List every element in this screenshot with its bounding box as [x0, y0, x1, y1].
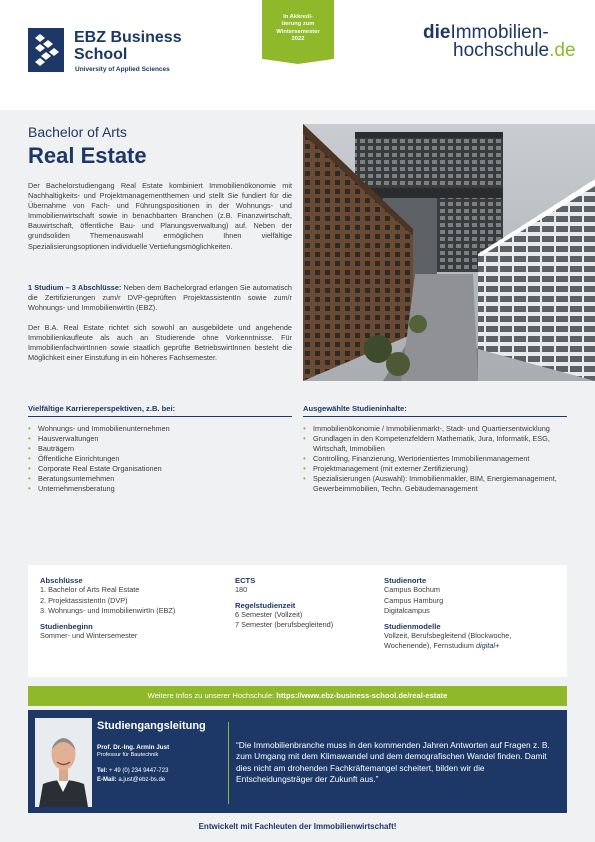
ebz-logo-icon [28, 28, 64, 72]
phone-label: Tel: [97, 768, 108, 774]
school-name-line1: EBZ Business [74, 29, 182, 46]
facts-location-item: Campus Hamburg [384, 595, 444, 605]
facts-models-line2 [384, 641, 564, 652]
portal-logo-tld: .de [549, 40, 576, 61]
school-subtitle: University of Applied Sciences [75, 66, 170, 73]
degrees-lead: 1 Studium – 3 Abschlüsse: [28, 283, 122, 292]
facts-location-item: Campus Bochum [384, 585, 440, 594]
director-quote: “Die Immobilienbranche muss in den kommenden Jahren Antworten auf Fragen z. B. zum Umgang mit dem Klimawandel und dem demografischen Wandel finden. Damit dies nicht am drohenden Fachkräftemangel scheitert, bilden wir die Entscheidungsträger der Zukunft aus.” [236, 740, 550, 784]
school-name-line2: School [74, 46, 128, 63]
degrees-paragraph [28, 283, 292, 313]
contents-list [303, 424, 567, 494]
contents-heading: Ausgewählte Studieninhalte: [303, 404, 407, 413]
facts-locations-heading: Studienorte [384, 576, 427, 585]
facts-models-heading: Studienmodelle [384, 621, 441, 631]
director-email [97, 777, 165, 783]
accr-line: 2022 [291, 35, 305, 42]
target-paragraph: Der B.A. Real Estate richtet sich sowohl an ausgebildete und angehende Immobilienkaufleute als auch an Studierende ohne Vorkenntnisse. Für ImmobilienfachwirtInnen sowie staatlich geprüfte BetriebswirtInnen besteht die Möglichkeit einer Einstufung in ein höheres Fachsemester. [28, 323, 292, 363]
list-item: • Grundlagen in den Kompetenzfeldern Mathematik, Jura, Informatik, ESG, Wirtschaft, Immobilien [303, 434, 567, 454]
list-item: • Spezialisierungen (Auswahl): Immobilienmakler, BIM, Energiemanagement, Gewerbeimmobilien, Techn. Gebäudemanagement [303, 474, 567, 494]
degree-label: Bachelor of Arts [28, 124, 127, 140]
facts-models-text: Wochenende), Fernstudium [384, 641, 476, 650]
list-item: • Unternehmensberatung [28, 484, 292, 494]
career-list [28, 424, 292, 494]
career-rule [28, 416, 292, 417]
phone-value[interactable]: + 49 (0) 234 9447-723 [107, 768, 169, 774]
director-name: Prof. Dr.-Ing. Armin Just [97, 744, 170, 751]
facts-duration-heading: Regelstudienzeit [235, 600, 296, 610]
page-title: Real Estate [28, 143, 147, 168]
facts-degrees-heading: Abschlüsse [40, 576, 83, 585]
facts-ects-heading: ECTS [235, 576, 256, 585]
quote-divider [228, 722, 229, 804]
banner-link[interactable]: https://www.ebz-business-school.de/real-estate [276, 691, 448, 700]
facts-degree-item: 3. Wohnungs- und ImmobilienwirtIn (EBZ) [40, 606, 176, 615]
list-item: • Öffentliche Einrichtungen [28, 454, 292, 464]
degrees-text: Neben dem Bachelorgrad erlangen Sie automatisch die Zertifizierungen zum/r DVP-geprüften ProjektassistentIn sowie zum/r Wohnungs- und ImmobilienwirtIn (EBZ). [28, 283, 292, 313]
accr-line: In Akkredi- [283, 14, 313, 20]
footer-tagline: Entwickelt mit Fachleuten der Immobilienwirtschaft! [198, 822, 397, 831]
list-item: • Corporate Real Estate Organisationen [28, 464, 292, 474]
list-item: • Wohnungs- und Immobilienunternehmen [28, 424, 292, 434]
facts-degree-item: 1. Bachelor of Arts Real Estate [40, 585, 140, 594]
school-name [74, 29, 214, 63]
list-item: • Projektmanagement (mit externer Zertifizierung) [303, 464, 567, 474]
accr-line: Wintersemester [276, 28, 320, 35]
facts-start-heading: Studienbeginn [40, 621, 93, 631]
banner-text: Weitere Infos zu unserer Hochschule: [147, 691, 277, 700]
portal-logo-die: die [423, 22, 451, 43]
list-item: • Beratungsunternehmen [28, 474, 292, 484]
director-photo [35, 718, 92, 807]
career-heading: Vielfältige Karriereperspektiven, z.B. bei: [28, 404, 176, 413]
facts-ects [235, 576, 375, 631]
intro-paragraph: Der Bachelorstudiengang Real Estate kombiniert Immobilienökonomie mit Nachhaltigkeits- und Projektmanagementthemen und stellt Sie fundiert für die Übernahme von Fach- und Führungspositionen in der Wohnungs- und Immobilienwirtschaft sowie in benachbarten Branchen (z.B. Finanzwirtschaft, Bauwirtschaft, öffentliche Bau- und Planungsverwaltung) auf. Neben der grundsoliden Themenauswahl ermöglichen Ihnen vielfältige Spezialisierungsoptionen individuelle Vertiefungsmöglichkeiten. [28, 181, 292, 251]
portal-logo-line1: Immobilien- [450, 22, 549, 43]
facts-ects-value: 180 [235, 585, 248, 594]
portal-logo [423, 24, 576, 60]
facts-models-digital: digital+ [475, 641, 500, 650]
facts-degrees [40, 576, 225, 641]
accreditation-text [262, 14, 334, 43]
facts-degree-item: 2. ProjektassistentIn (DVP) [40, 595, 128, 605]
email-label: E-Mail: [97, 777, 117, 783]
list-item: • Immobilienökonomie / Immobilienmarkt-, Stadt- und Quartiersentwicklung [303, 424, 567, 434]
portal-logo-line2: hochschule [453, 40, 550, 61]
accr-line: tierung zum [281, 21, 315, 28]
facts-locations [384, 576, 564, 652]
list-item: • Bauträgern [28, 444, 292, 454]
contents-rule [303, 416, 567, 417]
director-phone [97, 768, 168, 774]
director-role: Professur für Bautechnik [97, 752, 159, 758]
director-heading: Studiengangsleitung [97, 720, 206, 732]
building-photo [303, 124, 595, 381]
list-item: • Controlling, Finanzierung, Wertorientiertes Immobilienmanagement [303, 454, 567, 464]
list-item: • Hausverwaltungen [28, 434, 292, 444]
facts-duration-item: 7 Semester (berufsbegleitend) [235, 620, 334, 629]
facts-start: Sommer- und Wintersemester [40, 630, 138, 640]
info-banner [28, 686, 567, 706]
facts-location-item: Digitalcampus [384, 606, 430, 615]
email-value[interactable]: a.just@ebz-bs.de [116, 777, 166, 783]
facts-models-line1: Vollzeit, Berufsbegleitend (Blockwoche, [384, 630, 512, 640]
facts-duration-item: 6 Semester (Vollzeit) [235, 609, 303, 619]
